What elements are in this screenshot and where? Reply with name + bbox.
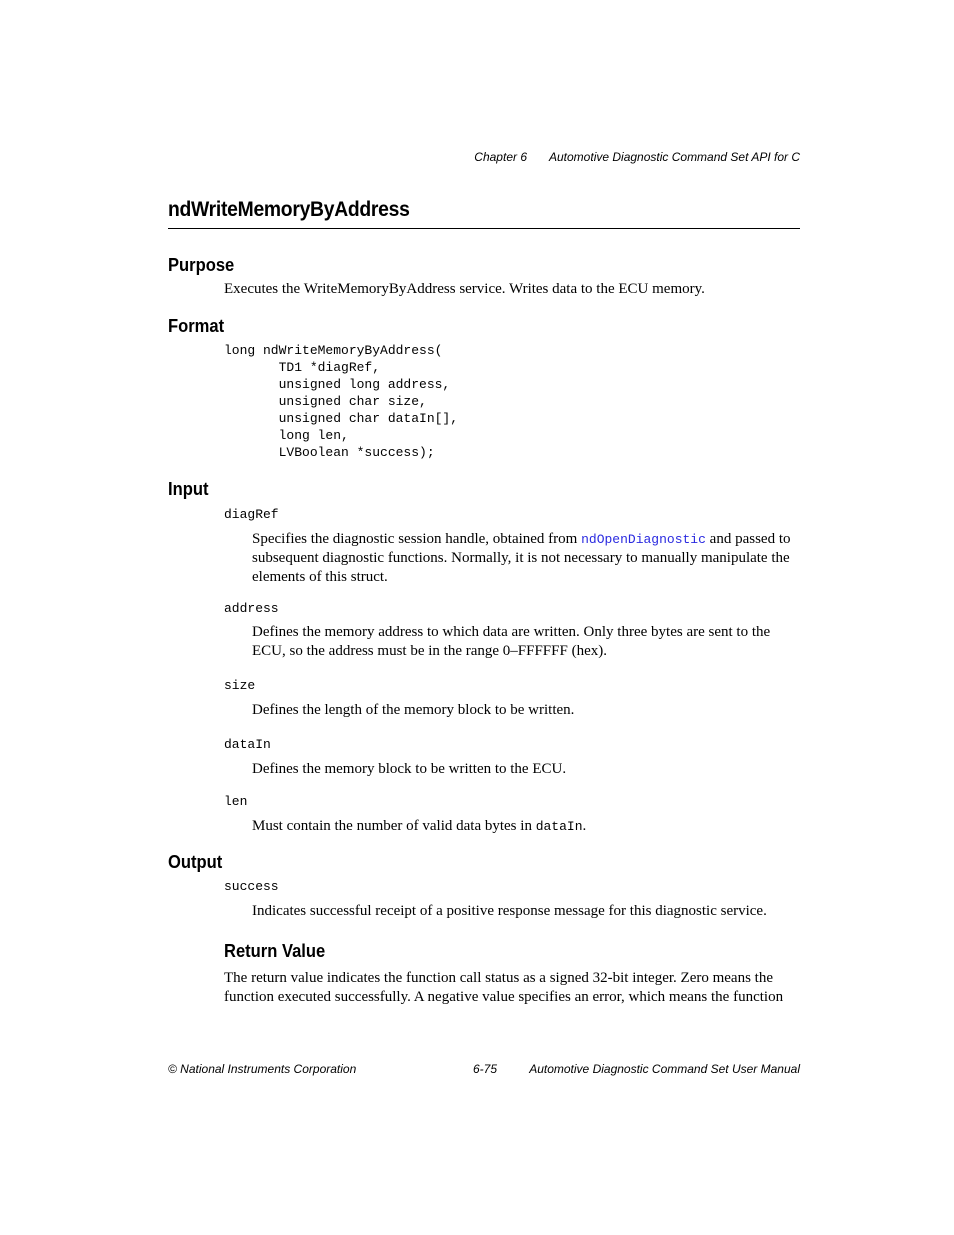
copyright-text: © National Instruments Corporation (168, 1062, 357, 1076)
param-name-address: address (224, 601, 279, 616)
purpose-text: Executes the WriteMemoryByAddress service. Writes data to the ECU memory. (224, 281, 705, 297)
chapter-label: Chapter 6 (474, 150, 527, 164)
code-line: TD1 *diagRef, (224, 360, 381, 375)
inline-code-datain: dataIn (535, 819, 583, 834)
page-title: ndWriteMemoryByAddress (168, 198, 410, 221)
param-desc-size: Defines the length of the memory block to be written. (252, 702, 575, 718)
code-line: long ndWriteMemoryByAddress( (224, 343, 443, 358)
format-heading: Format (168, 316, 225, 336)
return-value-text: The return value indicates the function call status as a signed 32-bit integer. Zero means the function executed successfully. A negative value specifies an error, which means the function (224, 970, 784, 1005)
param-name-size: size (224, 678, 256, 693)
output-heading: Output (168, 852, 223, 872)
title-rule (168, 228, 800, 229)
desc-text: . (582, 818, 587, 834)
desc-text: and passed to subsequent diagnostic functions. Normally, it is not necessary to manually manipulate the elements of this struct. (252, 531, 791, 585)
param-desc-datain: Defines the memory block to be written to the ECU. (252, 761, 567, 777)
code-line: long len, (224, 428, 349, 443)
desc-text: Must contain the number of valid data bytes in (252, 818, 536, 834)
code-line: unsigned char dataIn[], (224, 411, 459, 426)
page-number: 6-75 (473, 1062, 498, 1076)
running-header (474, 150, 800, 164)
format-code-block (224, 342, 458, 461)
param-desc-len (252, 817, 800, 836)
param-desc-address: Defines the memory address to which data are written. Only three bytes are sent to the ECU, so the address must be in the range 0–FFFFFF (hex). (252, 624, 771, 659)
param-name-datain: dataIn (224, 737, 271, 752)
return-value-heading: Return Value (224, 941, 326, 961)
desc-text: Specifies the diagnostic session handle, obtained from (252, 531, 582, 547)
manual-title: Automotive Diagnostic Command Set User Manual (529, 1062, 800, 1076)
purpose-heading: Purpose (168, 255, 235, 275)
code-line: unsigned long address, (224, 377, 451, 392)
param-name-diagref: diagRef (224, 507, 279, 522)
ndopendiagnostic-link[interactable]: ndOpenDiagnostic (581, 532, 706, 547)
code-line: unsigned char size, (224, 394, 427, 409)
param-desc-diagref (252, 530, 800, 587)
param-name-success: success (224, 879, 279, 894)
code-line: LVBoolean *success); (224, 445, 435, 460)
param-name-len: len (224, 794, 248, 809)
input-heading: Input (168, 479, 209, 499)
param-desc-success: Indicates successful receipt of a positive response message for this diagnostic service. (252, 903, 767, 919)
section-label: Automotive Diagnostic Command Set API for C (549, 150, 800, 164)
